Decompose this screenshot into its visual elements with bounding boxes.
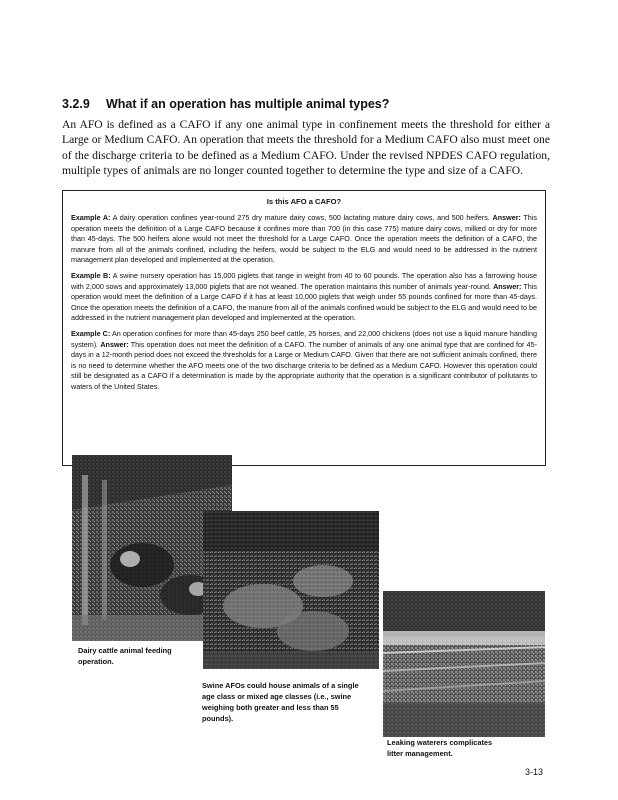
example-label: Example B:	[71, 271, 111, 281]
example-text: An operation confines for more than 45-days 250 beef cattle, 25 horses, and 22,000 chickens (does not use a liquid manure handling system).	[71, 329, 537, 349]
answer-text: This operation meets the definition of a Large CAFO because it confines more than 700 (in this case 775) mature dairy cows, milked or dry for more than 45-days. The 500 heifers alone would not meet the threshold for a Large CAFO. Once the operation meets the definition of a CAFO, the manure from all of the animals confined, including the heifers, would be subject to the ELG and would need to be addressed in the nutrient management plan developed and implemented at the operation.	[71, 213, 537, 265]
answer-text: This operation would meet the definition of a Large CAFO if it has at least 10,000 piglets that weigh under 55 pounds confined for more than 45-days. Once the operation meets the definition of a CAFO, the manure from all of the animals confined would be subject to the ELG and would need to be addressed in the nutrient management plan developed and implemented at the operation.	[71, 281, 538, 323]
answer-label: Answer:	[492, 213, 521, 223]
cafo-example-box	[62, 190, 546, 466]
swine-photo-caption: Swine AFOs could house animals of a single age class or mixed age classes (i.e., swine weighing both greater and less than 55 pounds).	[202, 681, 359, 723]
answer-label: Answer:	[493, 281, 522, 291]
example-text: A swine nursery operation has 15,000 piglets that range in weight from 40 to 60 pounds. The operation also has a farrowing house with 2,000 sows and approximately 13,000 piglets that are not weaned. The operation maintains this number of animals year-round.	[71, 271, 537, 291]
example-c	[71, 329, 537, 391]
example-label: Example C:	[71, 329, 111, 339]
section-title: What if an operation has multiple animal types?	[106, 97, 390, 111]
dairy-photo-caption: Dairy cattle animal feeding operation.	[78, 646, 172, 666]
box-title: Is this AFO a CAFO?	[266, 197, 342, 206]
example-label: Example A:	[71, 213, 111, 223]
section-heading	[62, 97, 562, 111]
poultry-waterers-image	[383, 591, 545, 737]
intro-paragraph: An AFO is defined as a CAFO if any one animal type in confinement meets the threshold for either a Large or Medium CAFO. An operation that meets the threshold for a Medium CAFO also must meet one of the discharge criteria to be defined as a Medium CAFO. Under the revised NPDES CAFO regulation, multiple types of animals are no longer counted together to determine the type and size of a CAFO.	[62, 118, 550, 177]
poultry-waterers-photo	[383, 591, 545, 737]
swine-image	[203, 511, 379, 669]
waterers-photo-caption: Leaking waterers complicates litter management.	[387, 738, 493, 758]
example-text: A dairy operation confines year-round 275 dry mature dairy cows, 500 lactating mature dairy cows, and 500 heifers.	[112, 213, 490, 223]
answer-text: This operation does not meet the definition of a CAFO. The number of animals of any one animal type that are confined for 45-days in a 12-month period does not exceed the thresholds for a Large or Medium CAFO. Given that there are not sufficient animals confined, there is no need to determine whether the AFO meets one of the two discharge criteria to be defined as a Medium CAFO. However this operation could still be designated as a CAFO if a determination is made by the appropriate authority that the operation is a significant contributor of pollutants to waters of the United States.	[71, 339, 537, 391]
section-number: 3.2.9	[62, 97, 90, 111]
swine-photo	[203, 511, 379, 669]
answer-label: Answer:	[100, 339, 129, 349]
example-b	[71, 271, 537, 323]
example-a	[71, 213, 537, 265]
page-number: 3-13	[525, 767, 544, 777]
